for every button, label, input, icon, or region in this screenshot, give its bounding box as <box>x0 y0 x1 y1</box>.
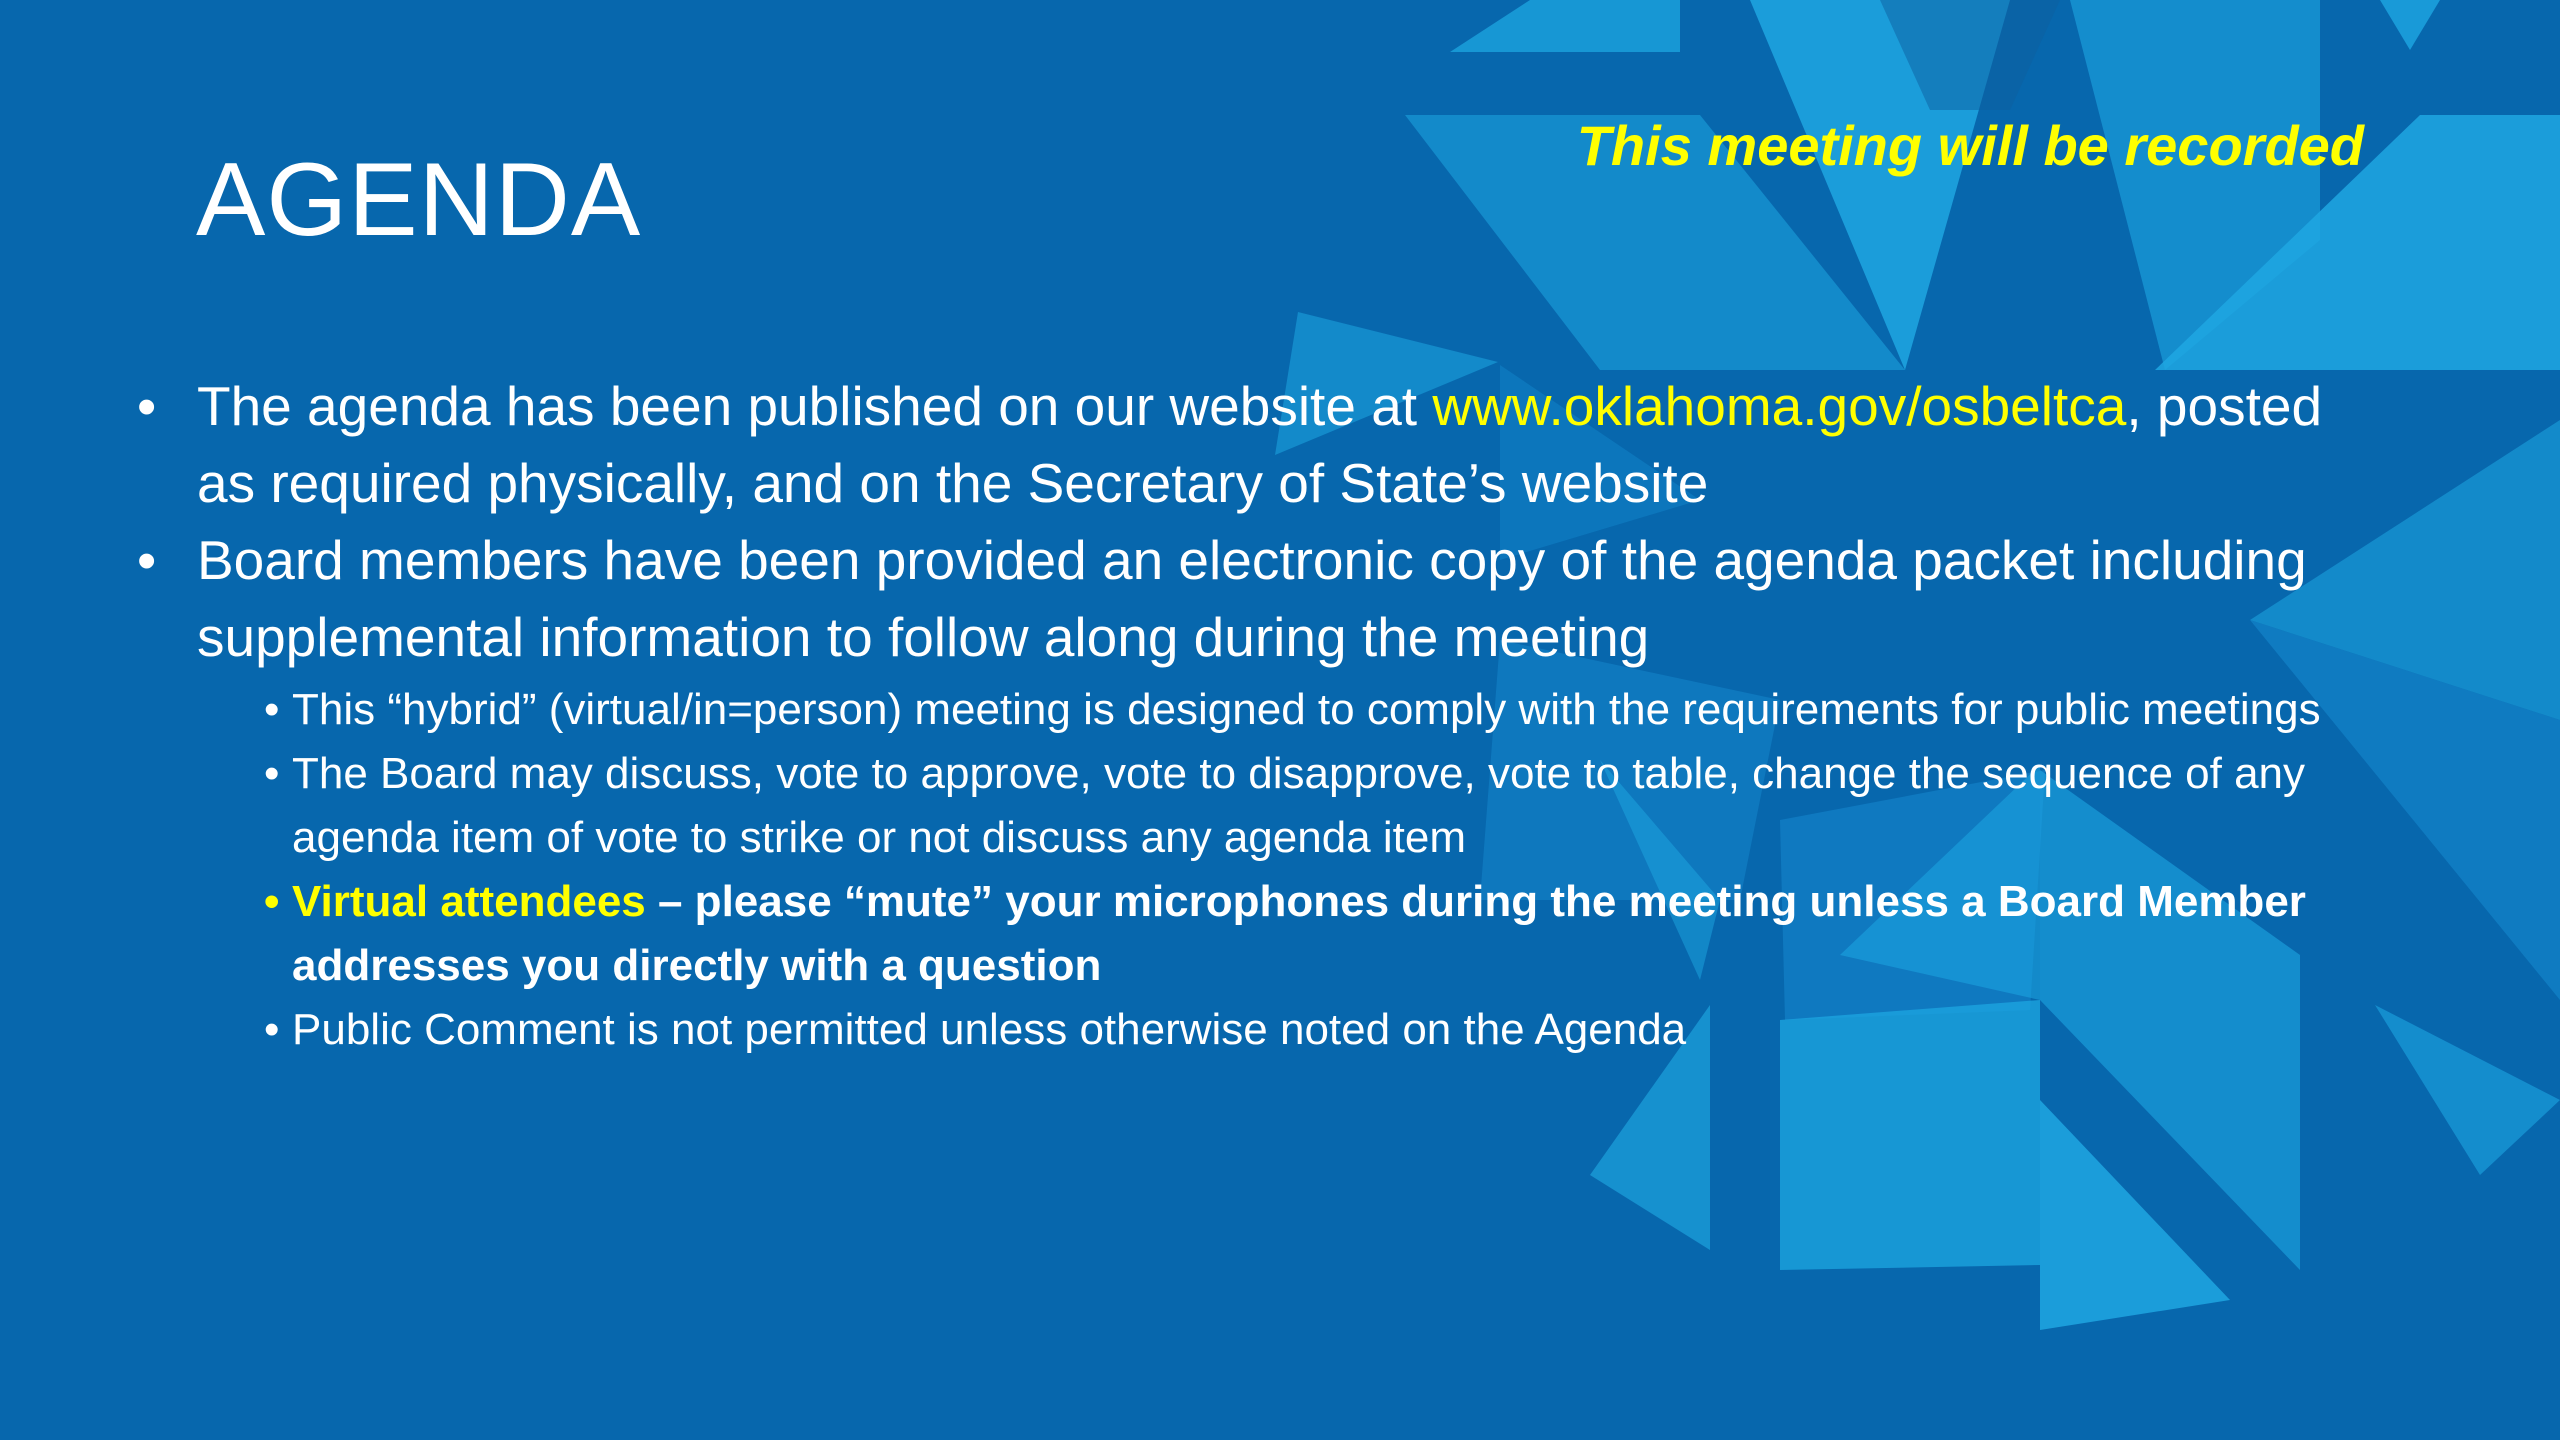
agenda-bullet-list <box>135 368 2325 1062</box>
agenda-content <box>135 368 2325 1062</box>
bullet-dot: • <box>137 375 157 437</box>
slide-title: AGENDA <box>196 142 642 258</box>
virtual-attendees-text: – please “mute” your microphones during the meeting unless a Board Member addresses you directly with a question <box>292 877 2306 990</box>
sub-bullet-hybrid <box>170 678 2325 742</box>
public-comment-text: Public Comment is not permitted unless otherwise noted on the Agenda <box>292 1005 1687 1054</box>
published-text-after: , posted as required physically, and on the Secretary of State’s website <box>197 375 2323 514</box>
hybrid-text: This “hybrid” (virtual/in=person) meeting is designed to comply with the requirements for public meetings <box>292 685 2321 734</box>
board-members-text: Board members have been provided an electronic copy of the agenda packet including supplemental information to follow along during the meeting <box>197 529 2307 668</box>
board-may-text: The Board may discuss, vote to approve, vote to disapprove, vote to table, change the sequence of any agenda item of vote to strike or not discuss any agenda item <box>292 749 2306 862</box>
bullet-dot: • <box>137 529 157 591</box>
sub-bullet-virtual-attendees <box>170 870 2325 998</box>
bullet-dot: • <box>264 1005 280 1054</box>
agenda-bullet-board-members <box>135 522 2325 1062</box>
virtual-attendees-highlight: Virtual attendees <box>292 877 646 926</box>
bullet-dot: • <box>264 685 280 734</box>
website-link[interactable]: www.oklahoma.gov/osbeltca <box>1432 375 2127 437</box>
bullet-dot: • <box>264 749 280 798</box>
agenda-bullet-published <box>135 368 2325 522</box>
agenda-sub-bullet-list <box>232 678 2325 1062</box>
sub-bullet-public-comment <box>170 998 2325 1062</box>
published-text-before: The agenda has been published on our website at <box>197 375 1433 437</box>
recording-notice: This meeting will be recorded <box>1576 114 2364 177</box>
sub-bullet-board-may <box>170 742 2325 870</box>
bullet-dot: • <box>264 877 280 926</box>
